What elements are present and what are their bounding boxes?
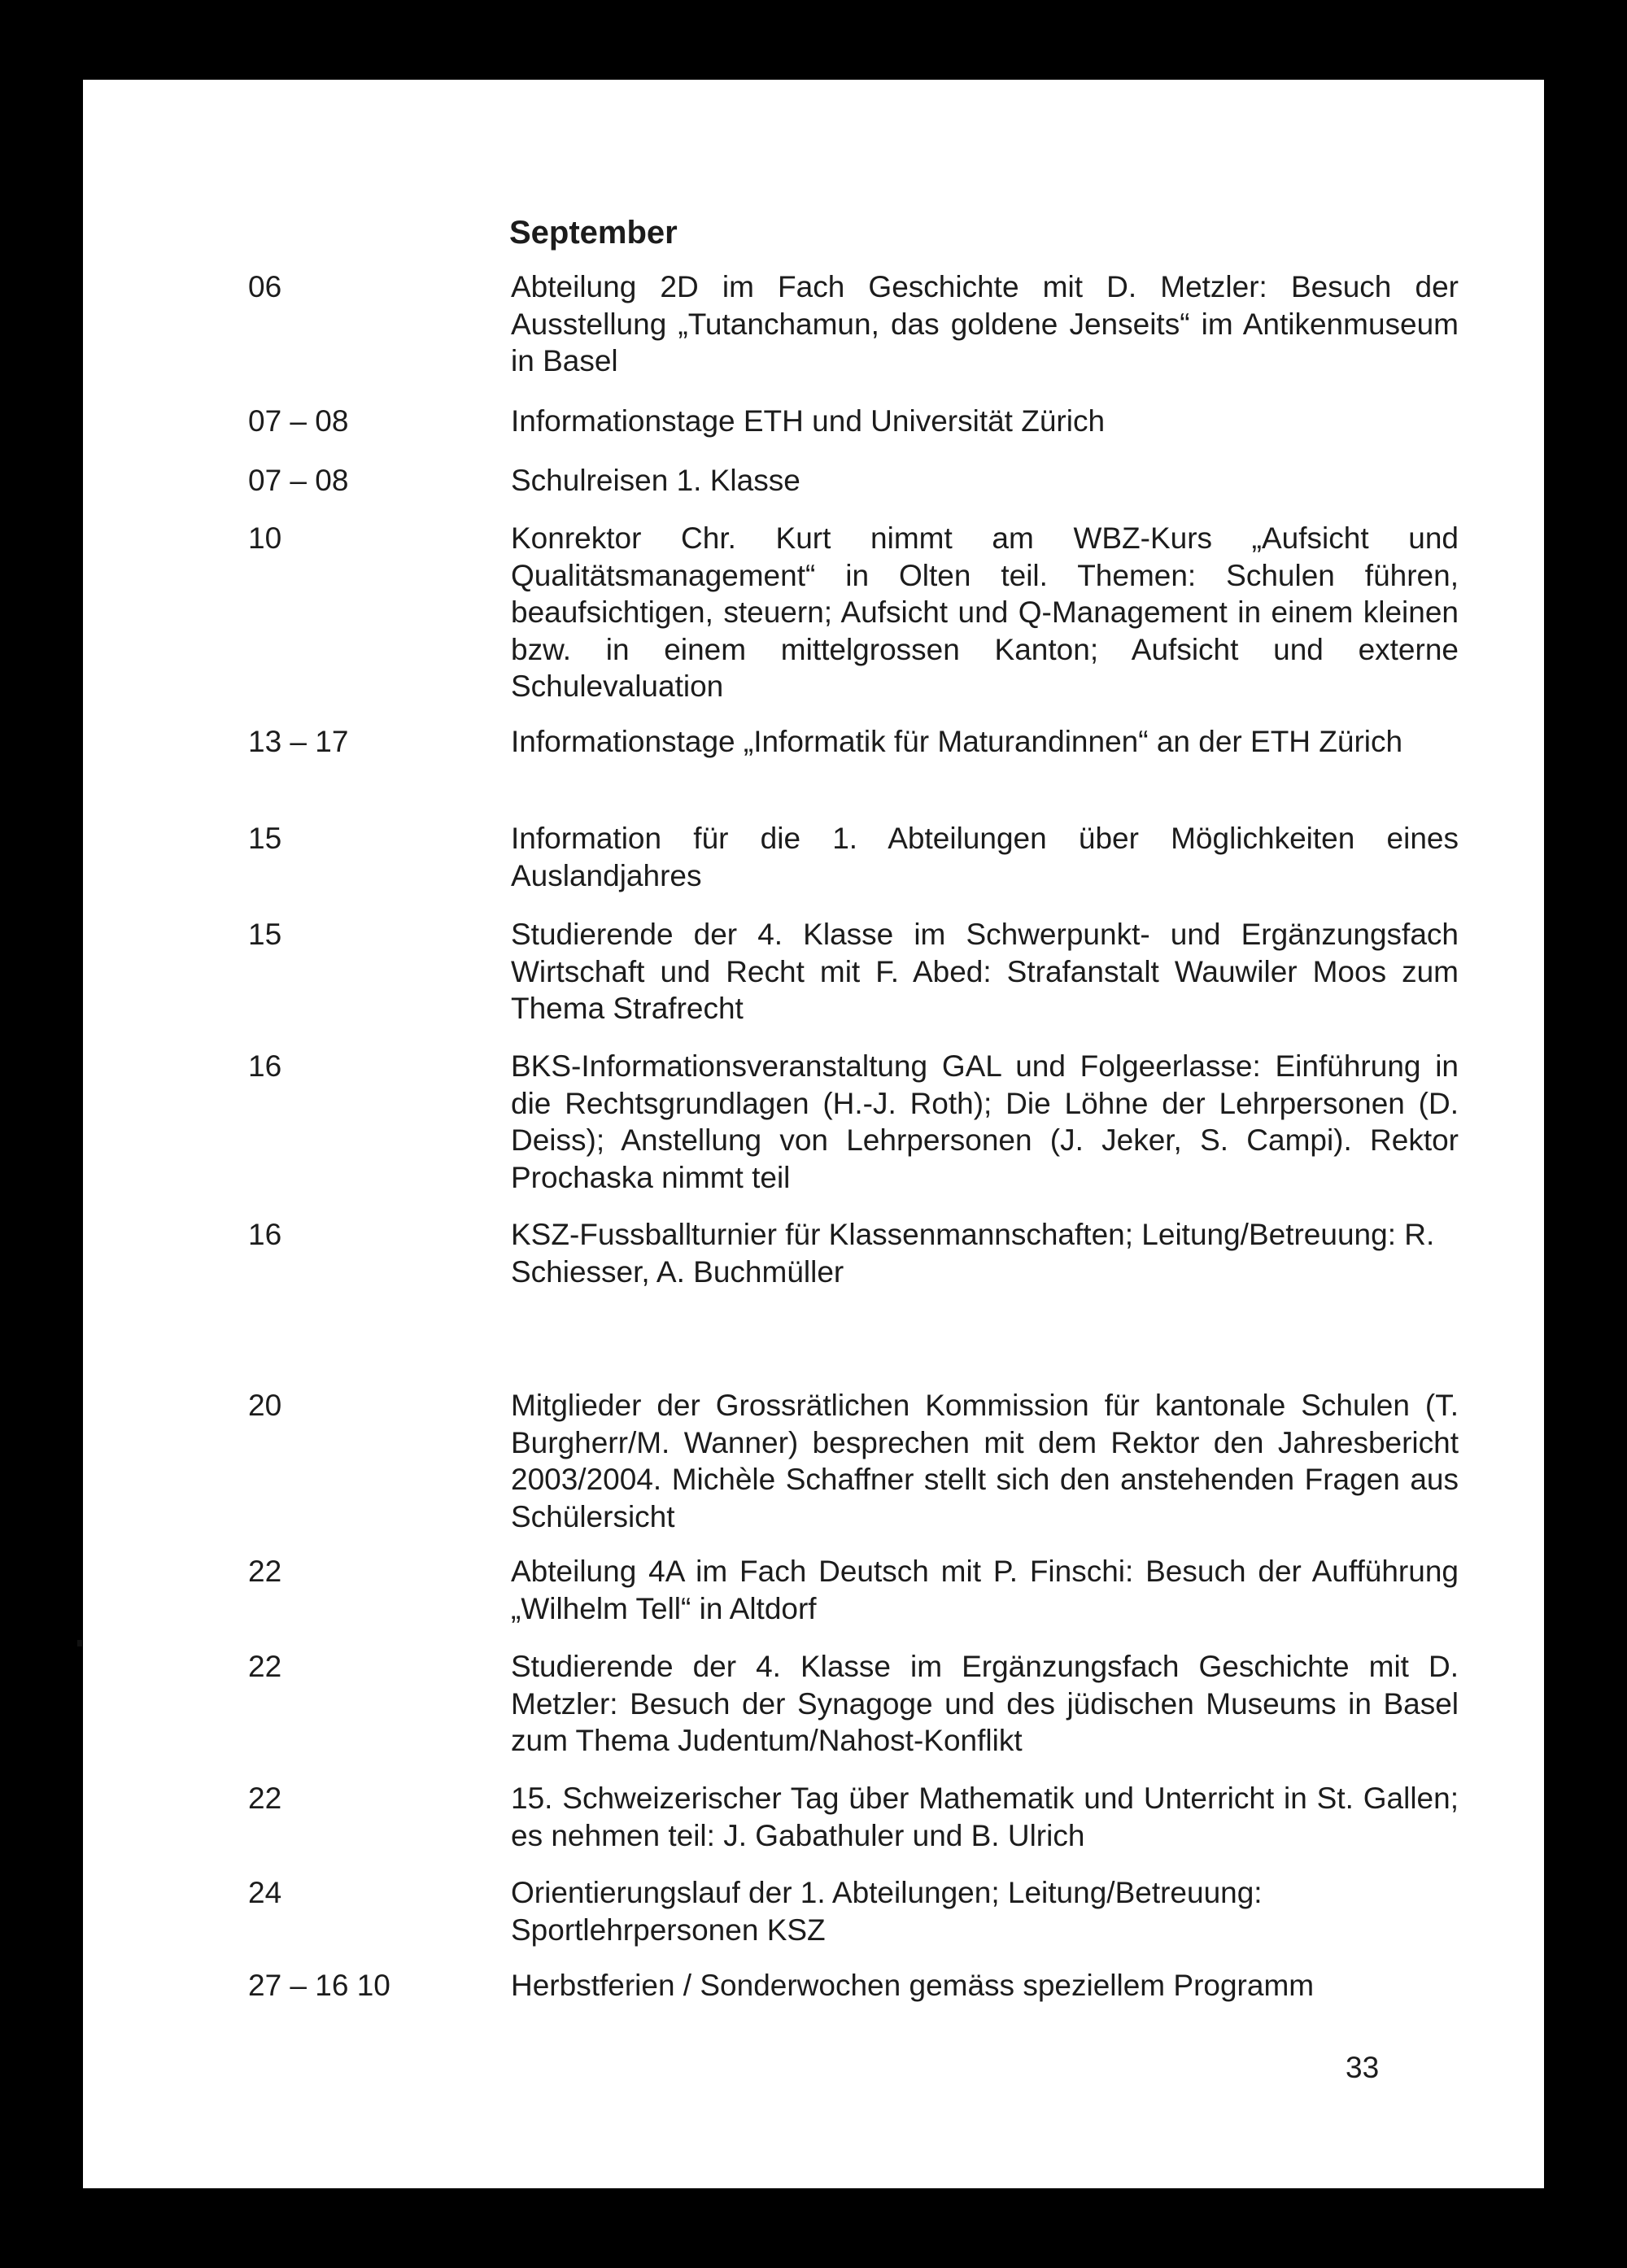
entry-date: 06 (248, 270, 282, 303)
entry-date: 16 (248, 1049, 282, 1083)
entry-text: Konrektor Chr. Kurt nimmt am WBZ-Kurs „Aufsicht und Qualitätsmanagement“ in Olten teil. Themen: Schulen führen, beaufsichtigen, steuern; Aufsicht und Q-Management in einem kleinen bzw. in einem mittelgrossen Kanton; Aufsicht und externe Schulevaluation (511, 521, 1459, 703)
entry-text: Informationstage „Informatik für Maturandinnen“ an der ETH Zürich (511, 725, 1403, 758)
entry-date: 13 – 17 (248, 725, 349, 758)
entry-date: 22 (248, 1782, 282, 1815)
entry-text: Abteilung 4A im Fach Deutsch mit P. Finschi: Besuch der Aufführung „Wilhelm Tell“ in Altdorf (511, 1555, 1459, 1625)
entry-date: 22 (248, 1650, 282, 1683)
entry-date: 07 – 08 (248, 404, 349, 438)
entry-date: 22 (248, 1555, 282, 1588)
page-number: 33 (1346, 2051, 1380, 2084)
entry-text: KSZ-Fussballturnier für Klassenmannschaften; Leitung/Betreuung: R. Schiesser, A. Buchmüller (511, 1218, 1435, 1289)
entry-date: 10 (248, 521, 282, 555)
entry-date: 20 (248, 1389, 282, 1422)
document-page (83, 80, 1544, 2188)
scan-speck (77, 1640, 82, 1646)
entry-date: 15 (248, 822, 282, 855)
entry-date: 16 (248, 1218, 282, 1251)
entry-text: Orientierungslauf der 1. Abteilungen; Leitung/Betreuung: Sportlehrpersonen KSZ (511, 1876, 1263, 1947)
entry-date: 07 – 08 (248, 464, 349, 497)
entry-date: 27 – 16 10 (248, 1969, 390, 2002)
entry-text: Studierende der 4. Klasse im Ergänzungsfach Geschichte mit D. Metzler: Besuch der Synagoge und des jüdischen Museums in Basel zum Thema Judentum/Nahost-Konflikt (511, 1650, 1459, 1757)
entry-text: 15. Schweizerischer Tag über Mathematik und Unterricht in St. Gallen; es nehmen teil: J. Gabathuler und B. Ulrich (511, 1782, 1459, 1852)
entry-text: Abteilung 2D im Fach Geschichte mit D. Metzler: Besuch der Ausstellung „Tutanchamun, das goldene Jenseits“ im Antikenmuseum in Basel (511, 270, 1459, 377)
entry-text: Herbstferien / Sonderwochen gemäss speziellem Programm (511, 1969, 1315, 2002)
entry-text: Information für die 1. Abteilungen über Möglichkeiten eines Auslandjahres (511, 822, 1459, 892)
entry-text: BKS-Informationsveranstaltung GAL und Folgeerlasse: Einführung in die Rechtsgrundlagen (H.-J. Roth); Die Löhne der Lehrpersonen (D. Deiss); Anstellung von Lehrpersonen (J. Jeker, S. Campi). Rektor Prochaska nimmt teil (511, 1049, 1459, 1194)
entry-date: 24 (248, 1876, 282, 1909)
entry-text: Mitglieder der Grossrätlichen Kommission für kantonale Schulen (T. Burgherr/M. Wanner) besprechen mit dem Rektor den Jahresbericht 2003/2004. Michèle Schaffner stellt sich den anstehenden Fragen aus Schülersicht (511, 1389, 1459, 1533)
entry-text: Studierende der 4. Klasse im Schwerpunkt- und Ergänzungsfach Wirtschaft und Recht mit F. Abed: Strafanstalt Wauwiler Moos zum Thema Strafrecht (511, 918, 1459, 1025)
entry-date: 15 (248, 918, 282, 951)
entry-text: Informationstage ETH und Universität Zürich (511, 404, 1106, 438)
month-heading: September (509, 215, 678, 251)
entry-text: Schulreisen 1. Klasse (511, 464, 800, 497)
